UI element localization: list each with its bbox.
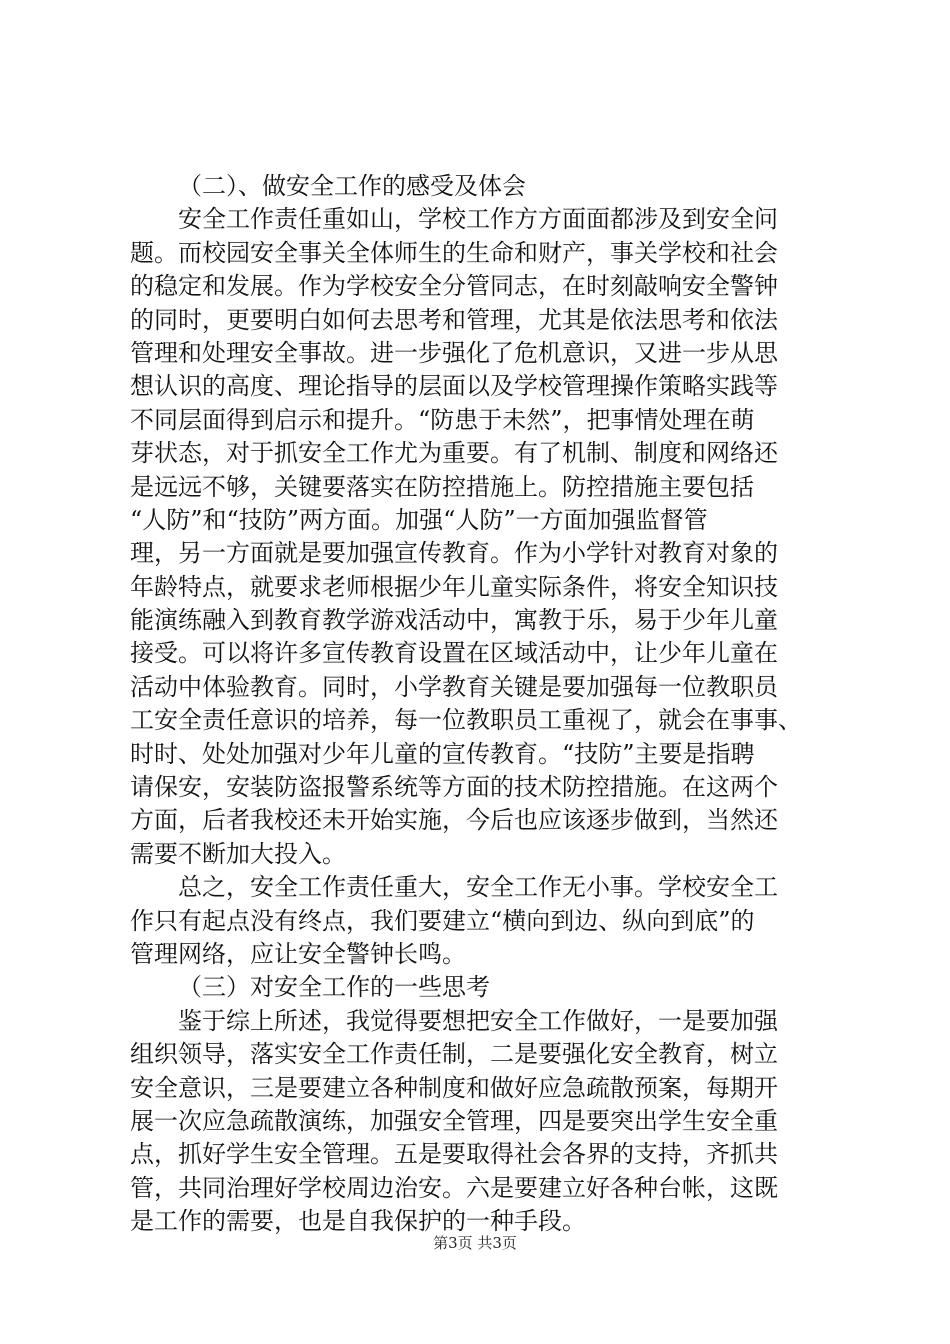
section-heading-3: （三）对安全工作的一些思考 <box>178 973 490 1002</box>
paragraph-line: 接受。可以将许多宣传教育设置在区域活动中，让少年儿童在 <box>130 639 778 668</box>
paragraph-line: 展一次应急疏散演练，加强安全管理，四是要突出学生安全重 <box>130 1106 778 1135</box>
paragraph-line: 活动中体验教育。同时，小学教育关键是要加强每一位教职员 <box>130 672 778 701</box>
paragraph-line: 工安全责任意识的培养，每一位教职员工重视了，就会在事事、 <box>130 706 802 735</box>
paragraph-line: 时时、处处加强对少年儿童的宣传教育。“技防”主要是指聘 <box>130 739 755 768</box>
paragraph-line: 年龄特点，就要求老师根据少年儿童实际条件，将安全知识技 <box>130 572 778 601</box>
paragraph-line: 芽状态，对于抓安全工作尤为重要。有了机制、制度和网络还 <box>130 439 778 468</box>
paragraph-line: 是工作的需要，也是自我保护的一种手段。 <box>130 1207 586 1236</box>
paragraph-line: 管理网络，应让安全警钟长鸣。 <box>130 939 466 968</box>
paragraph-line: 作只有起点没有终点，我们要建立“横向到边、纵向到底”的 <box>130 906 755 935</box>
page-number-footer: 第3页 共3页 <box>433 1234 517 1252</box>
paragraph-line: 理，另一方面就是要加强宣传教育。作为小学针对教育对象的 <box>130 539 778 568</box>
paragraph-line: 安全意识，三是要建立各种制度和做好应急疏散预案，每期开 <box>130 1073 778 1102</box>
paragraph-line: 是远远不够，关键要落实在防控措施上。防控措施主要包括 <box>130 472 754 501</box>
paragraph-line: “人防”和“技防”两方面。加强“人防”一方面加强监督管 <box>130 505 708 534</box>
paragraph-line: 想认识的高度、理论指导的层面以及学校管理操作策略实践等 <box>130 372 778 401</box>
paragraph-line: 管，共同治理好学校周边治安。六是要建立好各种台帐，这既 <box>130 1173 778 1202</box>
section-heading-2: （二）、做安全工作的感受及体会 <box>178 172 526 200</box>
paragraph-line: 需要不断加大投入。 <box>130 839 346 868</box>
paragraph-line: 安全工作责任重如山，学校工作方方面面都涉及到安全问 <box>178 205 778 234</box>
paragraph-line: 能演练融入到教育教学游戏活动中，寓教于乐，易于少年儿童 <box>130 606 778 635</box>
paragraph-line: 不同层面得到启示和提升。“防患于未然”，把事情处理在萌 <box>130 405 755 434</box>
paragraph-line: 总之，安全工作责任重大，安全工作无小事。学校安全工 <box>178 873 778 902</box>
paragraph-line: 请保安，安装防盗报警系统等方面的技术防控措施。在这两个 <box>130 773 778 802</box>
paragraph-line: 鉴于综上所述，我觉得要想把安全工作做好，一是要加强 <box>178 1006 778 1035</box>
paragraph-line: 的稳定和发展。作为学校安全分管同志，在时刻敲响安全警钟 <box>130 272 778 301</box>
paragraph-line: 方面，后者我校还未开始实施，今后也应该逐步做到，当然还 <box>130 806 778 835</box>
document-body <box>130 170 830 1239</box>
paragraph-line: 组织领导，落实安全工作责任制，二是要强化安全教育，树立 <box>130 1040 778 1069</box>
paragraph-line: 题。而校园安全事关全体师生的生命和财产，事关学校和社会 <box>130 238 778 267</box>
paragraph-line: 点，抓好学生安全管理。五是要取得社会各界的支持，齐抓共 <box>130 1140 778 1169</box>
paragraph-line: 管理和处理安全事故。进一步强化了危机意识，又进一步从思 <box>130 338 778 367</box>
paragraph-line: 的同时，更要明白如何去思考和管理，尤其是依法思考和依法 <box>130 305 778 334</box>
